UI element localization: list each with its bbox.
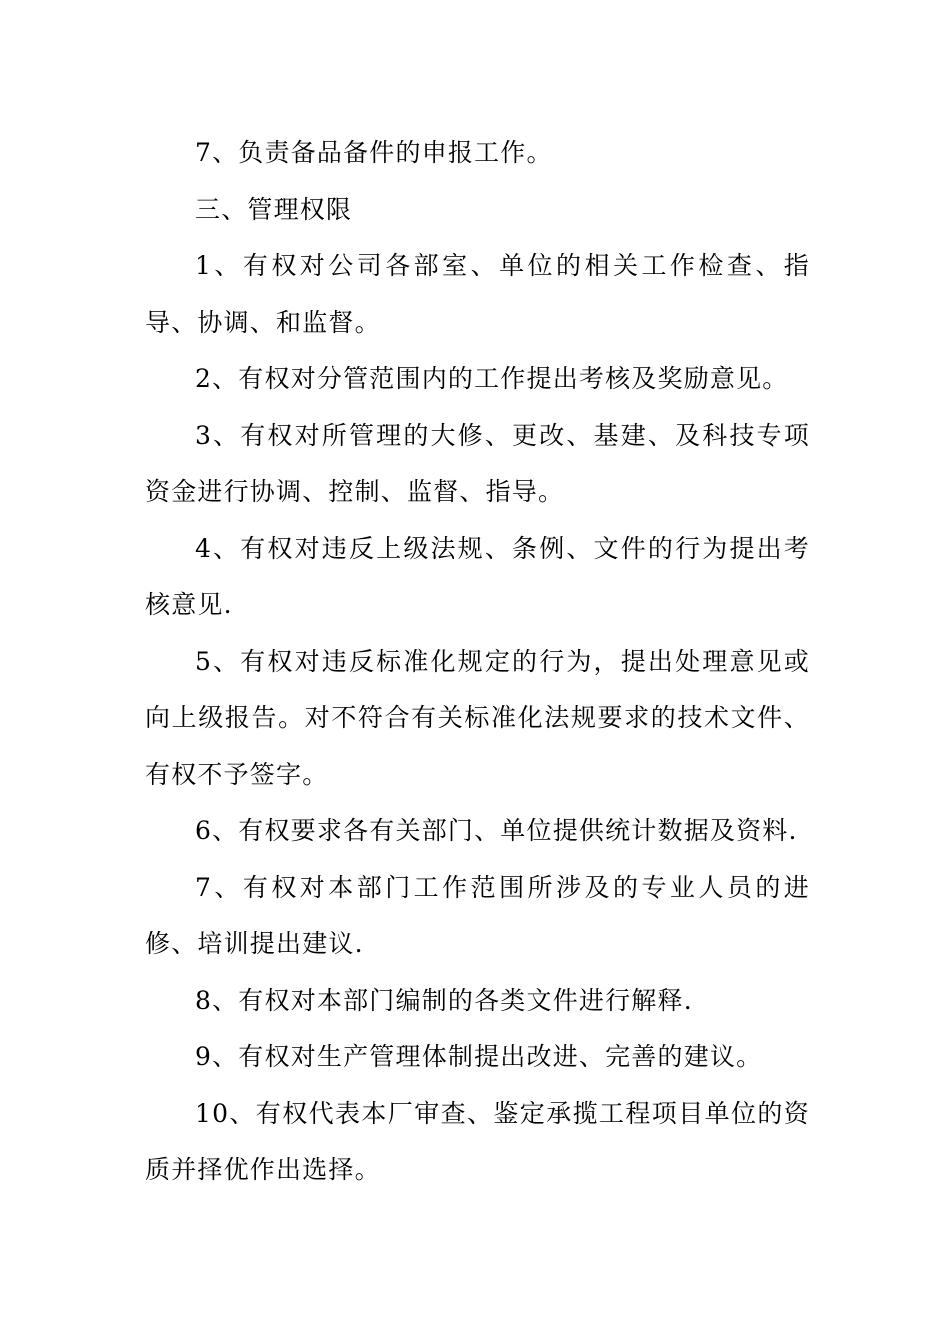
paragraph-authority-9: 9、有权对生产管理体制提出改进、完善的建议。 (195, 1042, 763, 1071)
document-body (145, 125, 810, 1199)
paragraph-authority-1: 1、有权对公司各部室、单位的相关工作检查、指导、协调、和监督。 (145, 251, 810, 337)
section-heading-management-authority: 三、管理权限 (195, 194, 353, 224)
paragraph-authority-8: 8、有权对本部门编制的各类文件进行解释. (195, 985, 693, 1015)
paragraph-authority-6: 6、有权要求各有关部门、单位提供统计数据及资料. (195, 816, 798, 845)
paragraph-duty-7: 7、负责备品备件的申报工作。 (195, 138, 553, 167)
paragraph-authority-5: 5、有权对违反标准化规定的行为，提出处理意见或向上级报告。对不符合有关标准化法规要求的技术文件、有权不予签字。 (145, 646, 810, 789)
paragraph-authority-10: 10、有权代表本厂审查、鉴定承揽工程项目单位的资质并择优作出选择。 (145, 1098, 810, 1184)
paragraph-authority-2: 2、有权对分管范围内的工作提出考核及奖励意见。 (195, 364, 789, 393)
paragraph-authority-4: 4、有权对违反上级法规、条例、文件的行为提出考核意见. (145, 533, 810, 619)
paragraph-authority-3: 3、有权对所管理的大修、更改、基建、及科技专项资金进行协调、控制、监督、指导。 (145, 420, 810, 506)
paragraph-authority-7: 7、有权对本部门工作范围所涉及的专业人员的进修、培训提出建议. (145, 872, 810, 958)
